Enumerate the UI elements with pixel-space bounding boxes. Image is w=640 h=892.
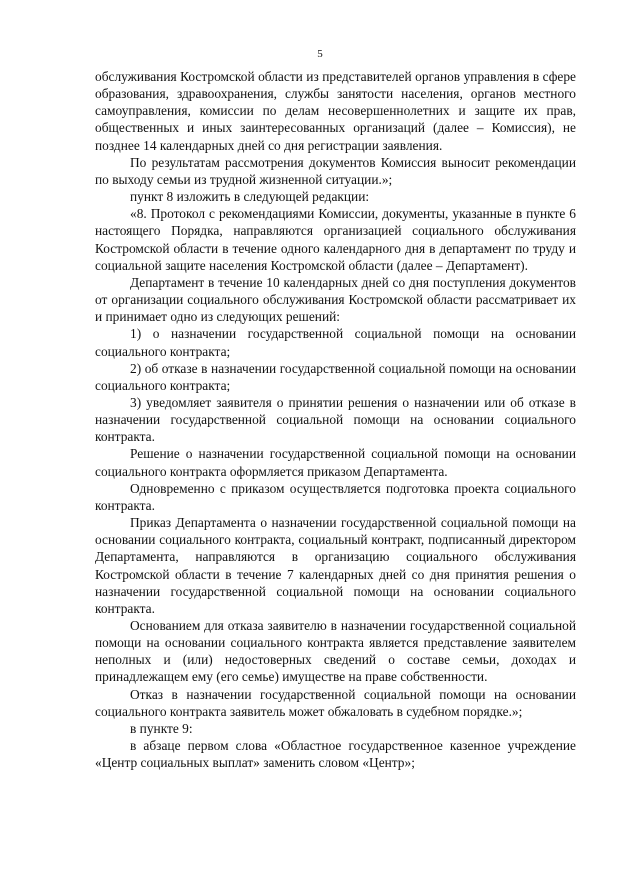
paragraph: Департамент в течение 10 календарных дней со дня поступления документов от организации социального обслуживания Костромской области рассматривает их и принимает одно из следующих решений: [95, 274, 576, 325]
page-number: 5 [317, 48, 323, 60]
paragraph: обслуживания Костромской области из представителей органов управления в сфере образования, здравоохранения, службы занятости населения, органов местного самоуправления, комиссии по делам несовершеннолетних и защите их прав, общественных и иных заинтересованных организаций (далее – Комиссия), не позднее 14 календарных дней со дня регистрации заявления. [95, 69, 576, 153]
paragraph: Решение о назначении государственной социальной помощи на основании социального контракта оформляется приказом Департамента. [95, 446, 576, 479]
paragraph: Одновременно с приказом осуществляется подготовка проекта социального контракта. [95, 480, 576, 513]
paragraph: Основанием для отказа заявителю в назначении государственной социальной помощи на основании социального контракта является представление заявителем неполных и (или) недостоверных сведений о составе семьи, доходах и принадлежащем ему (его семье) имуществе на праве собственности. [95, 618, 576, 685]
paragraph: пункт 8 изложить в следующей редакции: [130, 189, 370, 205]
document-body [95, 68, 576, 771]
paragraph: Отказ в назначении государственной социальной помощи на основании социального контракта заявитель может обжаловать в судебном порядке.»; [95, 686, 576, 719]
paragraph: Приказ Департамента о назначении государственной социальной помощи на основании социального контракта, социальный контракт, подписанный директором Департамента, направляются в организацию социального обслуживания Костромской области в течение 7 календарных дней со дня принятия решения о назначении государственной социальной помощи на основании социального контракта. [95, 515, 576, 616]
paragraph: «8. Протокол с рекомендациями Комиссии, документы, указанные в пункте 6 настоящего Порядка, направляются организацией социального обслуживания Костромской области в течение одного календарного дня в департамент по труду и социальной защите населения Костромской области (далее – Департамент). [95, 206, 576, 273]
paragraph: 2) об отказе в назначении государственной социальной помощи на основании социального контракта; [95, 360, 576, 393]
paragraph: в абзаце первом слова «Областное государственное казенное учреждение «Центр социальных выплат» заменить словом «Центр»; [95, 738, 576, 771]
paragraph: 1) о назначении государственной социальной помощи на основании социального контракта; [95, 326, 576, 359]
paragraph: По результатам рассмотрения документов Комиссия выносит рекомендации по выходу семьи из трудной жизненной ситуации.»; [95, 154, 576, 187]
paragraph: в пункте 9: [130, 720, 193, 736]
paragraph: 3) уведомляет заявителя о принятии решения о назначении или об отказе в назначении государственной социальной помощи на основании социального контракта. [95, 394, 576, 445]
